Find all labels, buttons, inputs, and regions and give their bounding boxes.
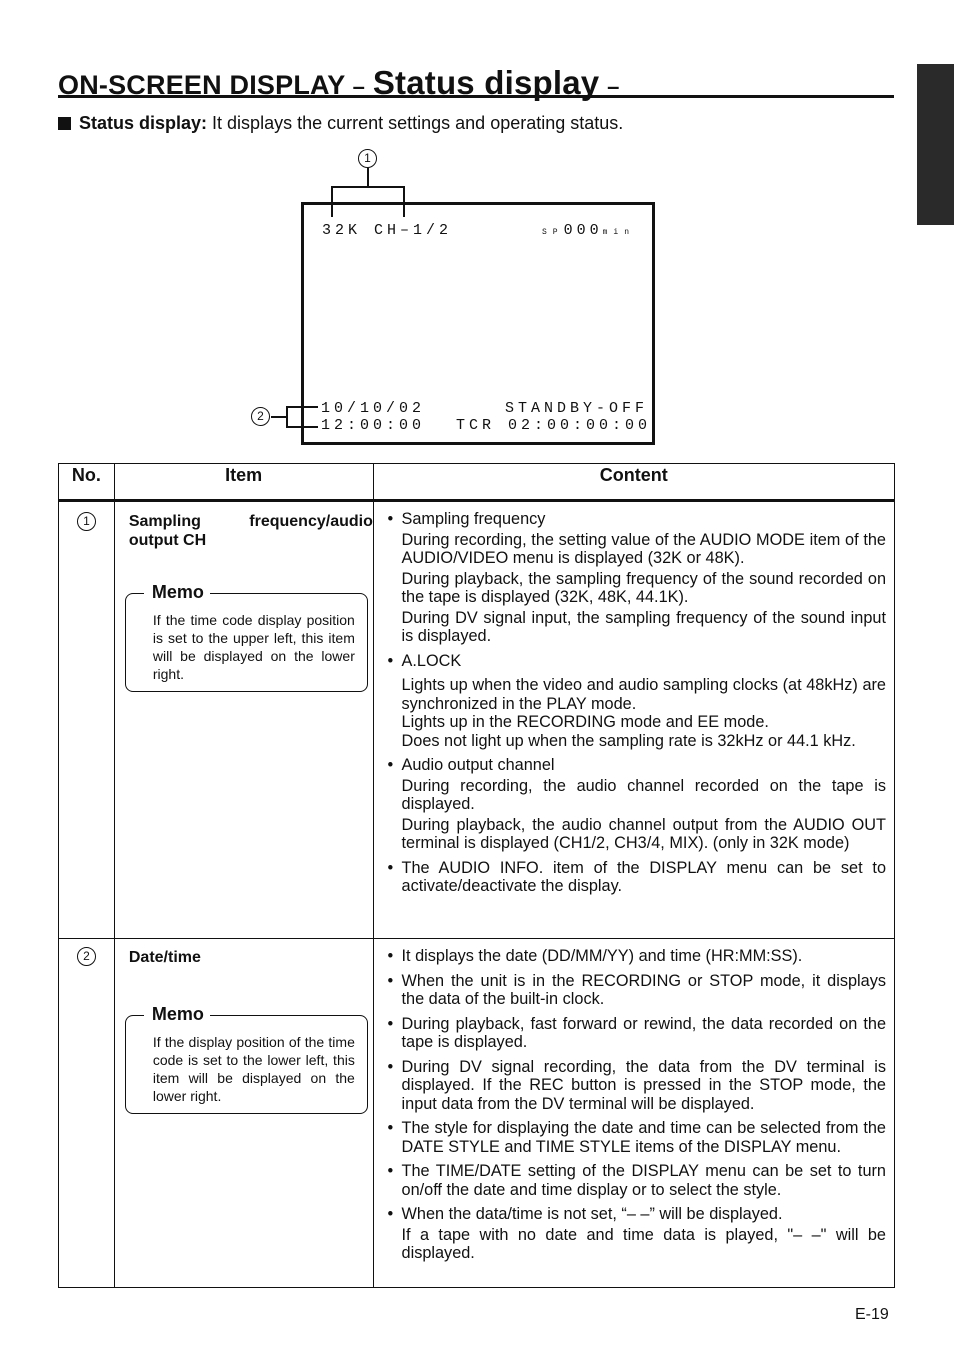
bullet-head: • Audio output channel (401, 756, 555, 774)
memo-text: If the display position of the time code is set to the lower left, this item will be displayed on the lower right. (152, 1034, 355, 1104)
tape-counter (542, 222, 635, 239)
bullet-text: During playback, the sampling frequency of the sound recorded on the tape is displayed (32K, 48K, 44.1K). (401, 569, 886, 606)
item-title: Sampling frequency/audio output CH (128, 513, 373, 549)
monitor-screen (301, 202, 655, 445)
item-title: Date/time (128, 949, 201, 966)
row-number: 2 (77, 947, 96, 966)
header-item: Item (114, 464, 373, 501)
square-bullet-icon (58, 117, 71, 130)
list-item (388, 652, 886, 751)
sp-label: SP (542, 228, 564, 237)
memo-box (125, 582, 368, 692)
intro-label: Status display: (79, 113, 208, 133)
bullet-text: If a tape with no date and time data is played, "– –" will be displayed. (401, 1225, 886, 1262)
list-item (388, 947, 886, 966)
title-main: ON-SCREEN DISPLAY (58, 70, 345, 100)
callout-line (286, 406, 288, 427)
standby-readout: STANDBY-OFF (505, 400, 649, 417)
row-number-cell (59, 939, 115, 1288)
table-row (59, 501, 895, 939)
bullet-text: Lights up in the RECORDING mode and EE mode. (401, 713, 769, 731)
counter-value: 000 (563, 222, 603, 239)
intro-line (58, 113, 623, 134)
callout-line (367, 168, 369, 187)
bullet-text: • During playback, fast forward or rewind, the data recorded on the tape is displayed. (401, 1014, 886, 1051)
list-item (388, 510, 886, 646)
list-item (388, 859, 886, 896)
table-row (59, 939, 895, 1288)
bullet-text: • It displays the date (DD/MM/YY) and time (HR:MM:SS). (401, 947, 803, 965)
memo-text: If the time code display position is set to the upper left, this item will be displayed on the lower right. (152, 612, 355, 682)
title-sub: Status display (372, 64, 600, 101)
list-item (388, 756, 886, 853)
row-number: 1 (77, 512, 96, 531)
title-dash: – (607, 74, 620, 99)
bullet-text: • The AUDIO INFO. item of the DISPLAY menu can be set to activate/deactivate the display. (401, 858, 886, 895)
tcr-readout: TCR 02:00:00:00 (456, 417, 652, 434)
title-dash: – (352, 74, 366, 99)
bullet-text: During playback, the audio channel output from the AUDIO OUT terminal is displayed (CH1/2, CH3/4, MIX). (only in 32K mode) (401, 815, 886, 852)
sampling-audio-readout: 32K CH–1/2 (322, 222, 453, 239)
bullet-text: • When the unit is in the RECORDING or STOP mode, it displays the data of the built-in clock. (401, 971, 886, 1008)
list-item (388, 1162, 886, 1199)
bullet-head: • A.LOCK (401, 651, 462, 670)
content-cell (373, 939, 894, 1288)
callout-line (286, 426, 318, 428)
item-cell (114, 501, 373, 939)
list-item (388, 1119, 886, 1156)
list-item (388, 1015, 886, 1052)
time-readout: 12:00:00 (321, 417, 426, 434)
bullet-text: • During DV signal recording, the data from the DV terminal is displayed. If the REC button is pressed in the STOP mode, the input data from the DV terminal will be displayed. (401, 1057, 886, 1113)
section-tab (917, 64, 954, 225)
header-no: No. (59, 464, 115, 501)
bullet-head: • Sampling frequency (401, 510, 546, 528)
bullet-text: • The style for displaying the date and time can be selected from the DATE STYLE and TIME STYLE items of the DISPLAY menu. (401, 1119, 886, 1156)
callout-line (271, 416, 287, 418)
row-number-cell (59, 501, 115, 939)
content-cell (373, 501, 894, 939)
min-label: min (602, 228, 636, 237)
memo-label: Memo (144, 1005, 210, 1023)
bullet-text: Does not light up when the sampling rate is 32kHz or 44.1 kHz. (401, 731, 856, 750)
bullet-head: • When the data/time is not set, “– –” will be displayed. (401, 1205, 783, 1223)
page-number: E-19 (855, 1306, 889, 1323)
memo-label: Memo (144, 583, 210, 601)
bullet-text: During recording, the audio channel recorded on the tape is displayed. (401, 776, 886, 813)
callout-1: 1 (358, 149, 377, 168)
callout-2: 2 (251, 407, 270, 426)
callout-line (286, 406, 318, 408)
callout-line (331, 186, 404, 188)
list-item (388, 1058, 886, 1114)
header-content: Content (373, 464, 894, 501)
memo-box (125, 1004, 368, 1114)
page-title (58, 56, 894, 101)
intro-text: It displays the current settings and operating status. (212, 113, 624, 133)
item-cell (114, 939, 373, 1288)
bullet-text: Lights up when the video and audio sampling clocks (at 48kHz) are synchronized in the PLAY mode. (401, 676, 886, 713)
bullet-text: During DV signal input, the sampling frequency of the sound input is displayed. (401, 608, 886, 645)
list-item (388, 1205, 886, 1263)
date-readout: 10/10/02 (321, 400, 426, 417)
bullet-text: • The TIME/DATE setting of the DISPLAY menu can be set to turn on/off the date and time display or to select the style. (401, 1162, 886, 1199)
list-item (388, 972, 886, 1009)
table-header-row (59, 464, 895, 501)
status-table (58, 463, 895, 1288)
bullet-text: During recording, the setting value of the AUDIO MODE item of the AUDIO/VIDEO menu is displayed (32K or 48K). (401, 530, 886, 567)
